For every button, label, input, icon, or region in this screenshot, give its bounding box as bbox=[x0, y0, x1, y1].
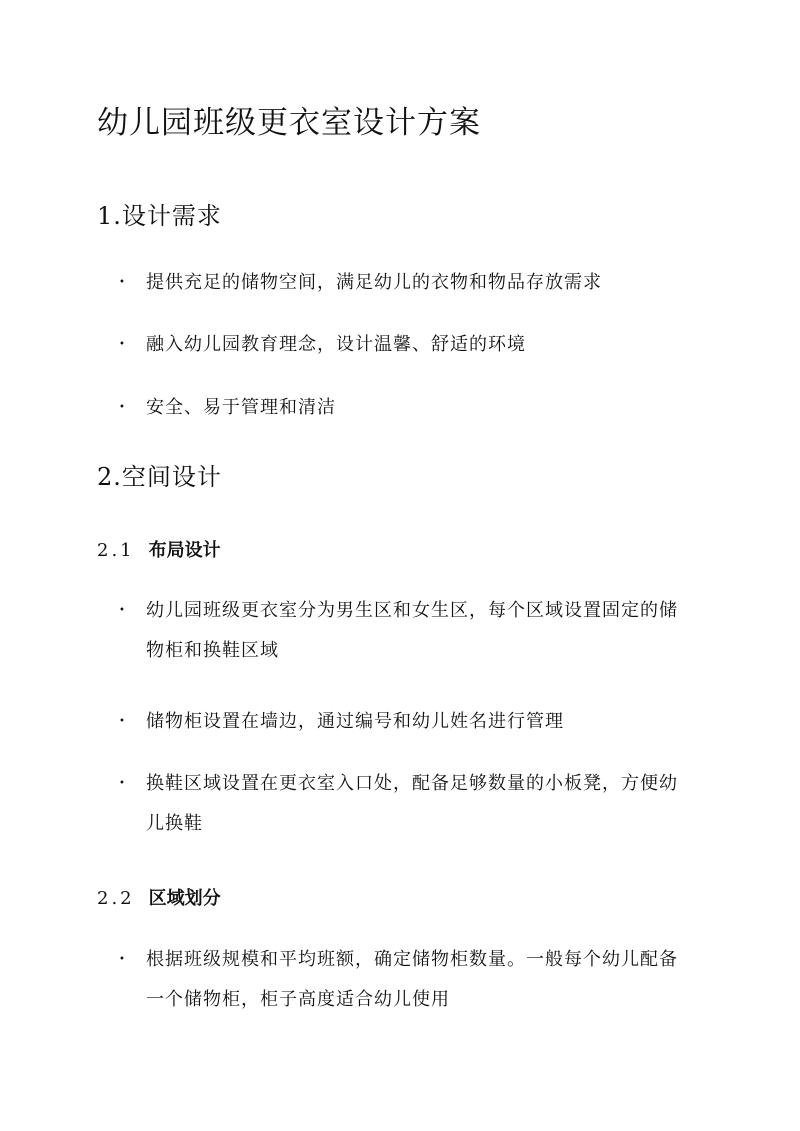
bullet-icon: • bbox=[119, 778, 126, 789]
list-item-text: 安全、易于管理和清洁 bbox=[146, 397, 336, 418]
section-heading-space-design: 2.空间设计 bbox=[97, 463, 222, 491]
bullet-icon: • bbox=[119, 402, 126, 413]
list-item bbox=[119, 388, 679, 428]
bullet-icon: • bbox=[119, 605, 126, 616]
document-title: 幼儿园班级更衣室设计方案 bbox=[97, 105, 481, 141]
subsection-heading-layout-design bbox=[97, 536, 221, 562]
subsection-heading-area-division bbox=[97, 884, 221, 910]
list-item-text: 幼儿园班级更衣室分为男生区和女生区，每个区域设置固定的储物柜和换鞋区域 bbox=[146, 600, 678, 661]
list-item-text: 提供充足的储物空间，满足幼儿的衣物和物品存放需求 bbox=[146, 272, 602, 293]
bullet-icon: • bbox=[119, 339, 126, 350]
list-item-text: 换鞋区域设置在更衣室入口处，配备足够数量的小板凳，方便幼儿换鞋 bbox=[146, 773, 678, 834]
subsection-number: 2.1 bbox=[97, 540, 135, 561]
bullet-icon: • bbox=[119, 716, 126, 727]
list-item bbox=[119, 764, 679, 844]
section-heading-design-requirements: 1.设计需求 bbox=[97, 202, 222, 230]
list-item-text: 储物柜设置在墙边，通过编号和幼儿姓名进行管理 bbox=[146, 711, 564, 732]
subsection-title: 区域划分 bbox=[148, 888, 221, 909]
list-item bbox=[119, 325, 679, 365]
subsection-title: 布局设计 bbox=[148, 540, 221, 561]
list-item bbox=[119, 940, 679, 1020]
bullet-icon: • bbox=[119, 954, 126, 965]
bullet-icon: • bbox=[119, 277, 126, 288]
list-item-text: 融入幼儿园教育理念，设计温馨、舒适的环境 bbox=[146, 334, 526, 355]
list-item bbox=[119, 591, 679, 671]
list-item-text: 根据班级规模和平均班额，确定储物柜数量。一般每个幼儿配备一个储物柜，柜子高度适合幼儿使用 bbox=[146, 949, 678, 1010]
subsection-number: 2.2 bbox=[97, 888, 135, 909]
list-item bbox=[119, 702, 679, 742]
list-item bbox=[119, 263, 679, 303]
